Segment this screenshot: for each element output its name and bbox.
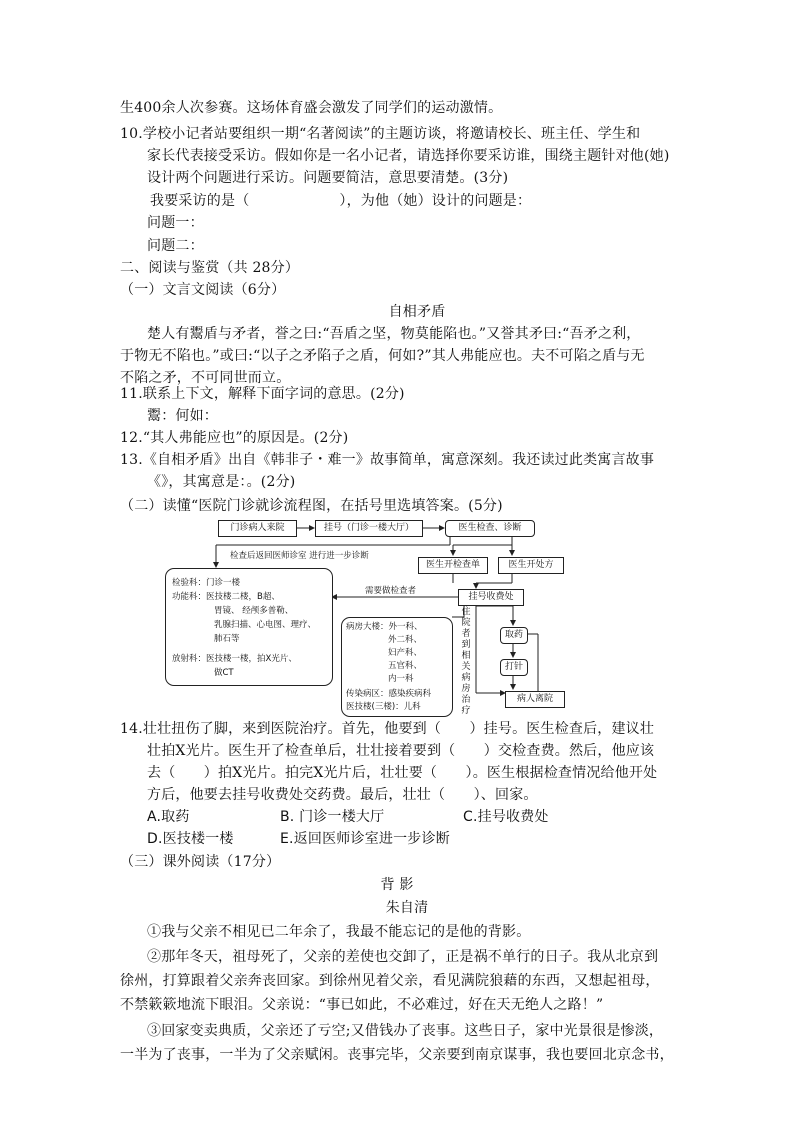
- question-one-label: 问题一：: [147, 215, 204, 231]
- ward-line: 妇产科、: [388, 648, 423, 658]
- option-c: C.挂号收费处: [463, 809, 549, 825]
- dept-line: 肺石等: [214, 634, 240, 644]
- register-box: 挂号（门诊一楼大厅）: [315, 520, 423, 537]
- interviewee-question-label: ），为他（她）设计的问题是：: [339, 193, 532, 209]
- medicine-box: 取药: [500, 627, 528, 644]
- prescription-box: 医生开处方: [498, 557, 564, 574]
- option-a: A.取药: [147, 809, 190, 825]
- ward-panel: [341, 617, 453, 717]
- ward-line: 传染病区：感染疾病科: [346, 689, 432, 699]
- dept-line: 乳腺扫描、心电图、理疗、: [214, 620, 317, 630]
- cashier-box: 挂号收费处: [458, 589, 524, 606]
- return-note: 检查后返回医师诊室 进行进一步诊断: [230, 551, 369, 561]
- text-line: 壮拍X光片。医生开了检查单后，壮壮接着要到（ ）交检查费。然后，他应该: [147, 743, 655, 759]
- dept-line: 检验科：门诊一楼: [172, 578, 241, 588]
- reading-paragraph: 徐州，打算跟着父亲奔丧回家。到徐州见着父亲，看见满院狼藉的东西，又想起祖母，: [120, 973, 660, 989]
- hospital-flowchart: [160, 517, 580, 722]
- dept-line: 胃镜、 经颅多普勒、: [214, 606, 294, 616]
- question-11: 11.联系上下文，解释下面字词的意思。(2分): [120, 386, 405, 402]
- ward-line: 五官科、: [388, 661, 423, 671]
- option-b: B. 门诊一楼大厅: [280, 809, 385, 825]
- reading-paragraph: ①我与父亲不相见已二年余了，我最不能忘记的是他的背影。: [147, 924, 531, 940]
- text-line: 家长代表接受采访。假如你是一名小记者，请选择你要采访谁，围绕主题针对他(她): [147, 148, 670, 164]
- interviewee-line: [150, 191, 531, 211]
- leave-box: 病人离院: [505, 691, 565, 708]
- passage-text: 于物无不陷也。”或曰:“以子之矛陷子之盾，何如?”其人弗能应也。夫不可陷之盾与无: [120, 348, 645, 364]
- ward-line: 医技楼(三楼)：儿科: [346, 702, 421, 712]
- text-line: 方后，他要去挂号收费处交药费。最后，壮壮（ ）、回家。: [147, 787, 538, 803]
- exam-order-box: 医生开检查单: [418, 557, 488, 574]
- ward-line: 外二科、: [388, 635, 423, 645]
- ward-line: 内一科: [388, 674, 414, 684]
- passage-title: 自相矛盾: [388, 304, 446, 320]
- subsection-heading: （一）文言文阅读（6分）: [120, 282, 286, 298]
- doctor-box: 医生检查、诊断: [445, 520, 535, 537]
- question-two-label: 问题二：: [147, 238, 204, 254]
- inpatient-note: 住院者到相关病房治疗: [461, 607, 471, 716]
- passage-text: 不陷之矛，不可同世而立。: [120, 370, 291, 386]
- text-line: 去（ ）拍X光片。拍完X光片后，壮壮要（ ）。医生根据检查情况给他开处: [147, 765, 658, 781]
- reading-paragraph: 不禁簌簌地流下眼泪。父亲说：“事已如此，不必难过，好在天无绝人之路！”: [120, 997, 604, 1013]
- subsection-heading: （二）读懂“医院门诊就诊流程图，在括号里选填答案。(5分): [120, 498, 503, 514]
- section-heading: 二、阅读与鉴赏（共 28分）: [120, 260, 300, 276]
- reading-paragraph: 一半为了丧事，一半为了父亲赋闲。丧事完毕，父亲要到南京谋事，我也要回北京念书，: [120, 1047, 674, 1063]
- dept-line: 功能科：医技楼二楼，B超、: [172, 592, 280, 602]
- question-11-items: 鬻：何如：: [147, 408, 218, 424]
- subsection-heading: （三）课外阅读（17分）: [120, 854, 281, 870]
- start-box: 门诊病人来院: [218, 520, 297, 537]
- ward-line: 病房大楼：外一科、: [346, 622, 423, 632]
- reading-paragraph: ③回家变卖典质，父亲还了亏空;又借钱办了丧事。这些日子，家中光景很是惨淡，: [147, 1023, 664, 1039]
- dept-line: 放射科：医技楼一楼，拍X光片、: [172, 654, 297, 664]
- option-e: E.返回医师诊室进一步诊断: [280, 831, 450, 847]
- question-13: 13.《自相矛盾》出自《韩非子・难一》故事简单，寓意深刻。我还读过此类寓言故事: [120, 452, 655, 468]
- dept-line: 做CT: [214, 668, 234, 678]
- reading-author: 朱自清: [385, 900, 429, 916]
- exam-note: 需要做检查者: [365, 586, 417, 596]
- question-12: 12.“其人弗能应也”的原因是。(2分): [120, 430, 349, 446]
- reading-title: 背 影: [380, 877, 414, 893]
- text-line: 《》，其寓意是：。(2分): [147, 474, 296, 490]
- departments-panel: [165, 568, 333, 686]
- text-line: 生400余人次参赛。这场体育盛会激发了同学们的运动激情。: [120, 100, 503, 116]
- option-d: D.医技楼一楼: [147, 831, 234, 847]
- question-14: 14.壮壮扭伤了脚，来到医院治疗。首先，他要到（ ）挂号。医生检查后，建议壮: [120, 721, 655, 737]
- text-line: 设计两个问题进行采访。问题要简洁，意思要清楚。(3分): [147, 170, 509, 186]
- passage-text: 楚人有鬻盾与矛者，誉之曰:“吾盾之坚，物莫能陷也。”又誉其矛曰:“吾矛之利，: [147, 326, 641, 342]
- injection-box: 打针: [500, 659, 528, 676]
- reading-paragraph: ②那年冬天，祖母死了，父亲的差使也交卸了，正是祸不单行的日子。我从北京到: [147, 949, 659, 965]
- interviewee-label: 我要采访的是（: [150, 193, 250, 209]
- question-10: 10.学校小记者站要组织一期“名著阅读”的主题访谈，将邀请校长、班主任、学生和: [120, 126, 641, 142]
